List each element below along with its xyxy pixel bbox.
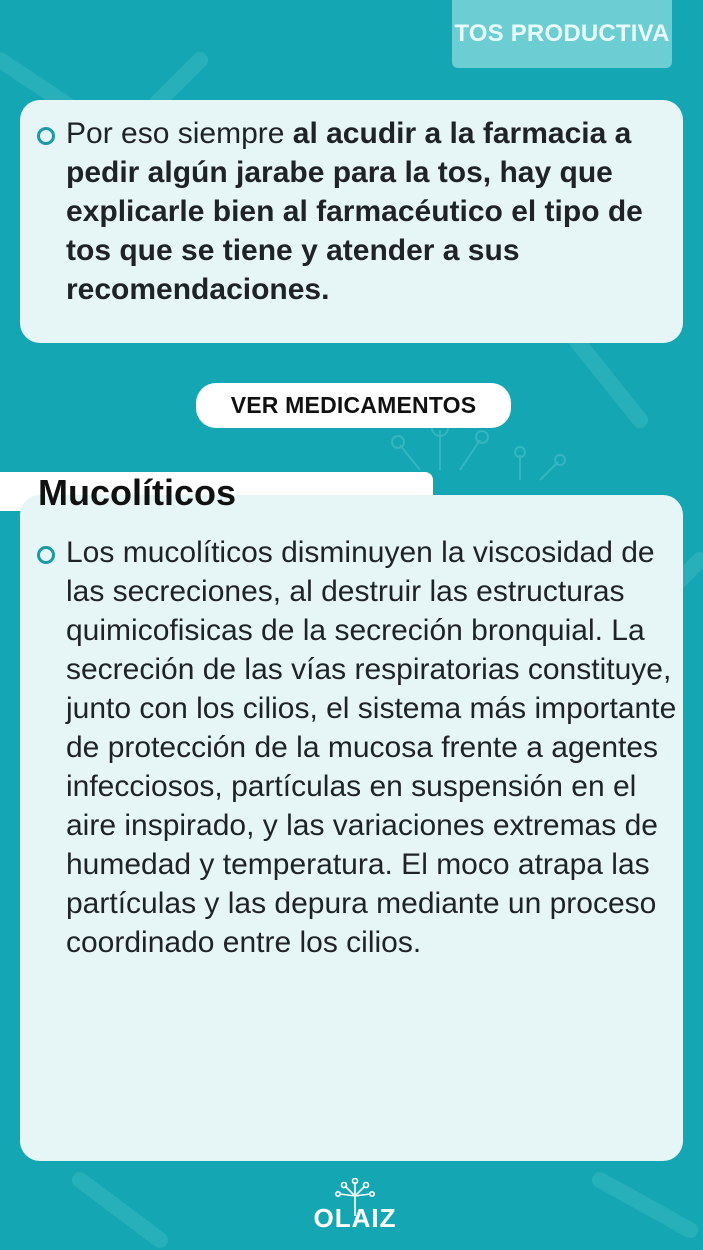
info-card: [20, 100, 683, 343]
bullet-icon: [37, 546, 55, 564]
mucoliticos-card: [20, 495, 683, 1161]
brand-logo: [300, 1178, 410, 1238]
ver-medicamentos-button[interactable]: VER MEDICAMENTOS: [196, 383, 511, 428]
section-title: Mucolíticos: [38, 472, 237, 513]
info-paragraph: [66, 114, 666, 309]
topic-tag: TOS PRODUCTIVA: [452, 0, 672, 68]
brand-logo-text: OLAIZ: [313, 1203, 397, 1233]
mucoliticos-paragraph: Los mucolíticos disminuyen la viscosidad de las secreciones, al destruir las estructuras quimicofisicas de la secreción bronquial. La secreción de las vías respiratorias constituye, junto con los cilios, el sistema más importante de protección de la mucosa frente a agentes infecciosos, partículas en suspensión en el aire inspirado, y las variaciones extremas de humedad y temperatura. El moco atrapa las partículas y las depura mediante un proceso coordinado entre los cilios.: [66, 536, 677, 959]
info-text-bold: al acudir a la farmacia a pedir algún jarabe para la tos, hay que explicarle bien al farmacéutico el tipo de tos que se tiene y atender a sus recomendaciones.: [66, 117, 643, 306]
bullet-icon: [37, 127, 55, 145]
info-text-regular: Por eso siempre: [66, 117, 293, 150]
